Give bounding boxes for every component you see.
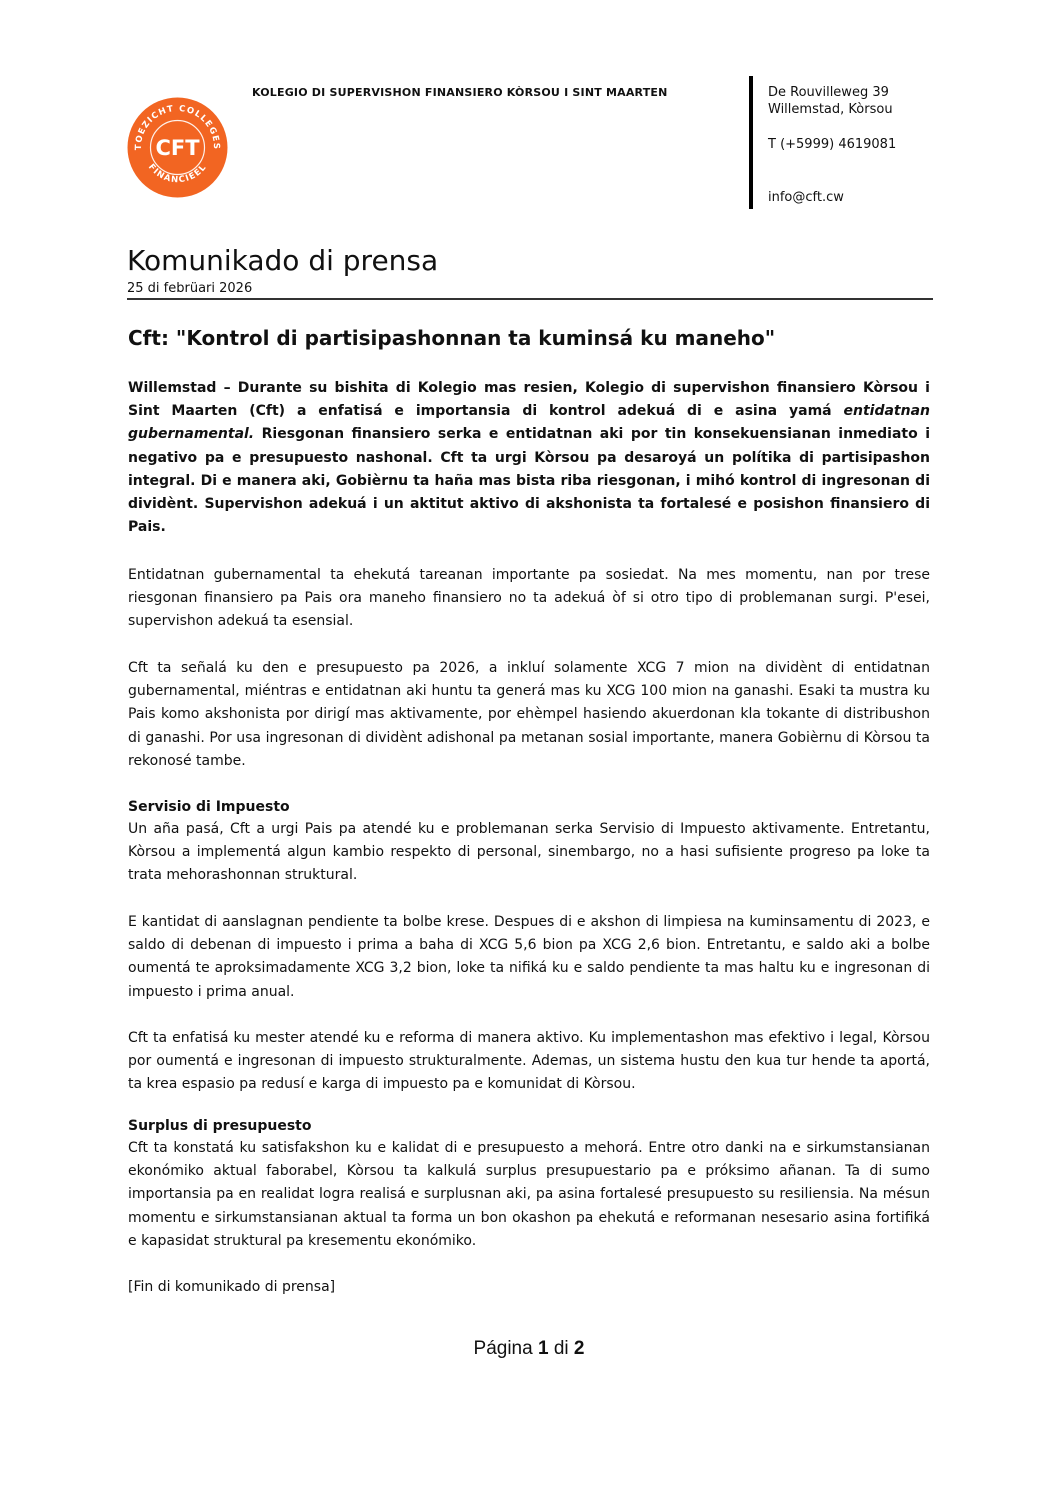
- page-prefix: Página: [473, 1338, 538, 1359]
- cft-logo-icon: [127, 97, 228, 198]
- page-number: [0, 1338, 1058, 1360]
- lead-text-2: Riesgonan finansiero serka e entidatnan aki por tin konsekuensianan inmediato i negativo pa e presupuesto nashonal. Cft ta urgi Kòrsou pa desaroyá un polítika di partisipashon integral. Di e manera aki, Gobièrnu ta haña mas bista riba riesgonan, i mihó kontrol di ingresonan di dividènt. Supervishon adekuá i un aktitut aktivo di akshonista ta fortalesé e posishon finansiero di Pais.: [128, 426, 930, 536]
- section-title-tax-service: Servisio di Impuesto: [128, 799, 290, 815]
- section-title-budget-surplus: Surplus di presupuesto: [128, 1118, 312, 1134]
- title-divider: [127, 298, 933, 300]
- lead-italic-term: entidatnan gubernamental.: [128, 403, 930, 443]
- paragraph-5: Cft ta enfatisá ku mester atendé ku e reforma di manera aktivo. Ku implementashon mas efektivo i legal, Kòrsou por oumentá e ingresonan di impuesto strukturalmente. Ademas, un sistema hustu den kua tur hende ta aportá, ta krea espasio pa redusí e karga di impuesto pa e komunidat di Kòrsou.: [128, 1030, 930, 1093]
- document-date: 25 di febrüari 2026: [127, 281, 253, 296]
- paragraph-3: Un aña pasá, Cft a urgi Pais pa atendé ku e problemanan serka Servisio di Impuesto aktivamente. Entretantu, Kòrsou a implementá algun kambio respekto di personal, sinembargo, no a hasi sufisiente progreso pa loke ta trata mehorashonnan struktural.: [128, 821, 930, 884]
- address-line-2: Willemstad, Kòrsou: [768, 102, 893, 117]
- end-note: [Fin di komunikado di prensa]: [128, 1279, 336, 1295]
- page-mid: di: [548, 1338, 574, 1359]
- logo-arc-bottom: FINANCIEEL: [145, 162, 209, 186]
- logo-initials: CFT: [155, 136, 200, 160]
- organization-name: KOLEGIO DI SUPERVISHON FINANSIERO KÒRSOU I SINT MAARTEN: [252, 86, 668, 99]
- email-address[interactable]: info@cft.cw: [768, 190, 844, 205]
- press-headline: Cft: "Kontrol di partisipashonnan ta kuminsá ku maneho": [128, 326, 776, 350]
- paragraph-6: Cft ta konstatá ku satisfakshon ku e kalidat di e presupuesto a mehorá. Entre otro danki na e sirkumstansianan ekonómiko aktual faborabel, Kòrsou ta kalkulá surplus presupuestario pa e próksimo añanan. Ta di sumo importansia pa en realidat logra realisá e surplusnan aki, pa asina fortalesé presupuesto su resiliensia. Na mésun momentu e sirkumstansianan aktual ta forma un bon okashon pa ehekutá e reformanan nesesario asina fortifiká e kapasidat struktural pa kresementu ekonómiko.: [128, 1140, 930, 1249]
- logo-arc-top: TOEZICHT COLLEGES: [133, 103, 222, 151]
- lead-paragraph: [128, 377, 930, 539]
- paragraph-4: E kantidat di aanslagnan pendiente ta bolbe krese. Despues di e akshon di limpiesa na kuminsamentu di 2023, e saldo di debenan di impuesto i prima a baha di XCG 5,6 bion pa XCG 2,6 bion. Entretantu, e saldo aki a bolbe oumentá te aproksimadamente XCG 3,2 bion, loke ta nifiká ku e saldo pendiente ta mas haltu ku e ingresonan di impuesto i prima anual.: [128, 914, 930, 1000]
- header-divider: [749, 76, 753, 209]
- phone-number: T (+5999) 4619081: [768, 137, 897, 152]
- paragraph-2: Cft ta señalá ku den e presupuesto pa 2026, a inkluí solamente XCG 7 mion na dividènt di entidatnan gubernamental, miéntras e entidatnan aki huntu ta generá mas ku XCG 100 mion na ganashi. Esaki ta mustra ku Pais komo akshonista por dirigí mas aktivamente, por ehèmpel hasiendo akuerdonan kla tokante di distribushon di ganashi. Por usa ingresonan di dividènt adishonal pa metanan sosial importante, manera Gobièrnu di Kòrsou ta rekonosé tambe.: [128, 660, 930, 769]
- address-line-1: De Rouvilleweg 39: [768, 85, 889, 100]
- lead-text-1: Willemstad – Durante su bishita di Kolegio mas resien, Kolegio di supervishon finansiero Kòrsou i Sint Maarten (Cft) a enfatisá e importansia di kontrol adekuá di e asina yamá: [128, 380, 930, 420]
- page-total: 2: [573, 1338, 585, 1359]
- cft-logo: [127, 97, 228, 198]
- paragraph-1: Entidatnan gubernamental ta ehekutá tareanan importante pa sosiedat. Na mes momentu, nan por trese riesgonan finansiero pa Pais ora maneho finansiero no ta adekuá òf si otro tipo di problemanan surgi. P'esei, supervishon adekuá ta esensial.: [128, 567, 930, 630]
- document-title: Komunikado di prensa: [127, 244, 439, 277]
- page-current: 1: [537, 1338, 549, 1359]
